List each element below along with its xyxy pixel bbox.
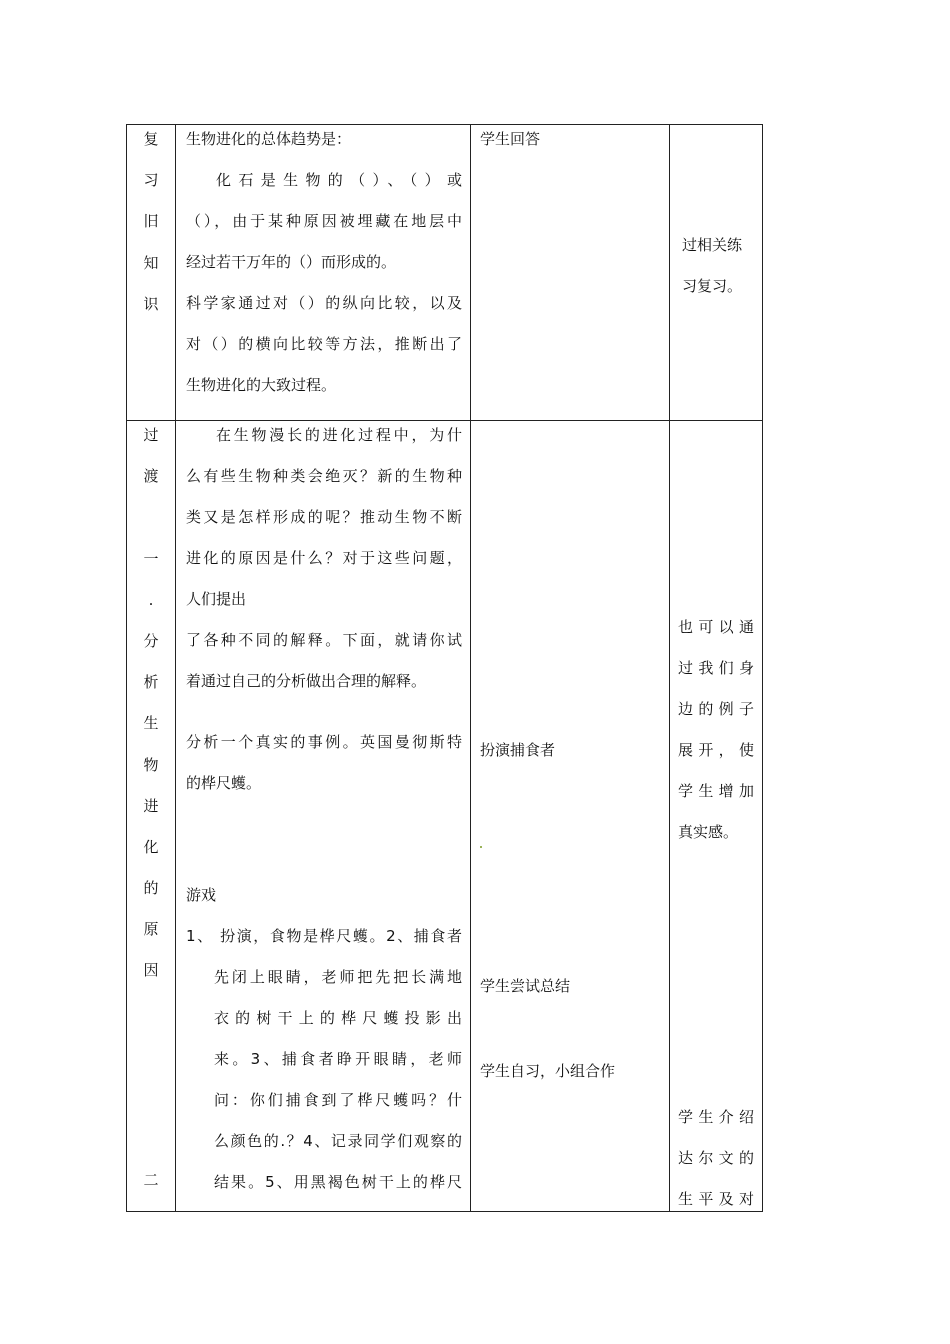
column-divider-2 [470,124,471,1212]
notes-line: 习复习。 [682,277,743,295]
section2-student-activity-1 [480,737,555,778]
table-border-right [762,124,763,1212]
notes-line: 达尔文的 [678,1149,754,1167]
notes-line: 展开，使 [678,741,754,759]
section1-label [133,126,169,332]
section2-content [186,422,462,1210]
activity-text: 学生尝试总结 [480,977,571,995]
game-line: 问：你们捕食到了桦尺蠖吗？什 [214,1091,462,1109]
content-line: 科学家通过对（）的纵向比较，以及 [186,294,462,312]
notes-line: 真实感。 [678,823,739,841]
label-char: 复 [143,130,159,148]
column-divider-1 [175,124,176,1212]
content-line: 经过若干万年的（）而形成的。 [186,253,397,271]
label-char: 习 [143,171,159,190]
game-line: 结果。5、用黑褐色树干上的桦尺 [214,1173,462,1191]
game-line: 先闭上眼睛，老师把先把长满地 [214,968,462,986]
table-border-top [126,124,763,125]
activity-text: 学生自习，小组合作 [480,1062,616,1080]
section2-notes-2 [678,1104,754,1227]
content-line: 么有些生物种类会绝灭？新的生物种 [186,467,462,485]
label-char [133,504,169,545]
label-char: 渡 [143,467,159,486]
label-char: 二 [143,1171,159,1189]
label-char: 过 [143,426,159,444]
label-char: 的 [143,879,159,898]
game-title: 游戏 [186,886,217,904]
content-line: 的桦尺蠖。 [186,774,262,792]
section1-notes [682,232,752,314]
notes-line: 也可以通 [678,618,754,636]
content-line: 对（）的横向比较等方法，推断出了 [186,335,462,353]
section2-label [133,422,169,999]
game-steps [186,923,462,1210]
content-line: （），由于某种原因被埋藏在地层中 [186,212,462,230]
label-char: 原 [143,920,159,939]
game-line: 么颜色的.？4、记录同学们观察的 [214,1132,462,1150]
notes-line: 边的例子 [678,700,754,718]
section2-student-activity-3 [480,1058,615,1099]
notes-line: 学生介绍 [678,1108,754,1126]
game-line: 来。3、捕食者睁开眼睛，老师 [214,1050,462,1068]
section2-student-activity-2 [480,973,570,1014]
notes-line: 学生增加 [678,782,754,800]
content-line: 了各种不同的解释。下面，就请你试 [186,631,462,649]
label-char: 进 [143,796,159,815]
content-line: 人们提出 [186,590,247,608]
notes-line: 过相关练 [682,236,743,254]
row-divider [126,420,763,421]
label-char: 知 [143,253,159,272]
section2-label-bottom [133,1167,169,1208]
game-line: 1、 扮演，食物是桦尺蠖。2、捕食者 [186,927,462,945]
table-border-bottom [126,1211,763,1212]
label-char: 因 [143,961,159,980]
content-line: 在生物漫长的进化过程中，为什 [216,426,462,444]
content-line: 类又是怎样形成的呢？推动生物不断 [186,508,462,526]
label-char: 旧 [143,212,159,231]
section2-notes-1 [678,614,754,860]
label-char: 识 [143,294,159,313]
notes-line: 过我们身 [678,659,754,677]
label-char: 物 [143,755,159,774]
label-char: 分 [143,631,159,650]
notes-line: 生平及对 [678,1190,754,1208]
content-line: 生物进化的总体趋势是： [186,130,352,148]
section1-student-activity [480,126,540,167]
content-line: 分析一个真实的事例。英国曼彻斯特 [186,733,462,751]
content-line: 化石是生物的（）、（）或 [216,171,462,189]
label-char: . [148,590,154,609]
content-line: 进化的原因是什么？对于这些问题， [186,549,462,567]
label-char: 析 [143,673,159,692]
column-divider-3 [669,124,670,1212]
lesson-plan-table [126,124,763,1212]
activity-text: 扮演捕食者 [480,741,556,759]
scan-speck [480,846,482,848]
label-char: 化 [143,837,159,856]
content-line: 着通过自己的分析做出合理的解释。 [186,672,427,690]
section1-content [186,126,462,413]
content-line: 生物进化的大致过程。 [186,376,337,394]
label-char: 一 [143,549,159,568]
table-border-left [126,124,127,1212]
game-line: 衣的树干上的桦尺蠖投影出 [214,1009,462,1027]
label-char: 生 [143,714,159,733]
activity-text: 学生回答 [480,130,541,148]
